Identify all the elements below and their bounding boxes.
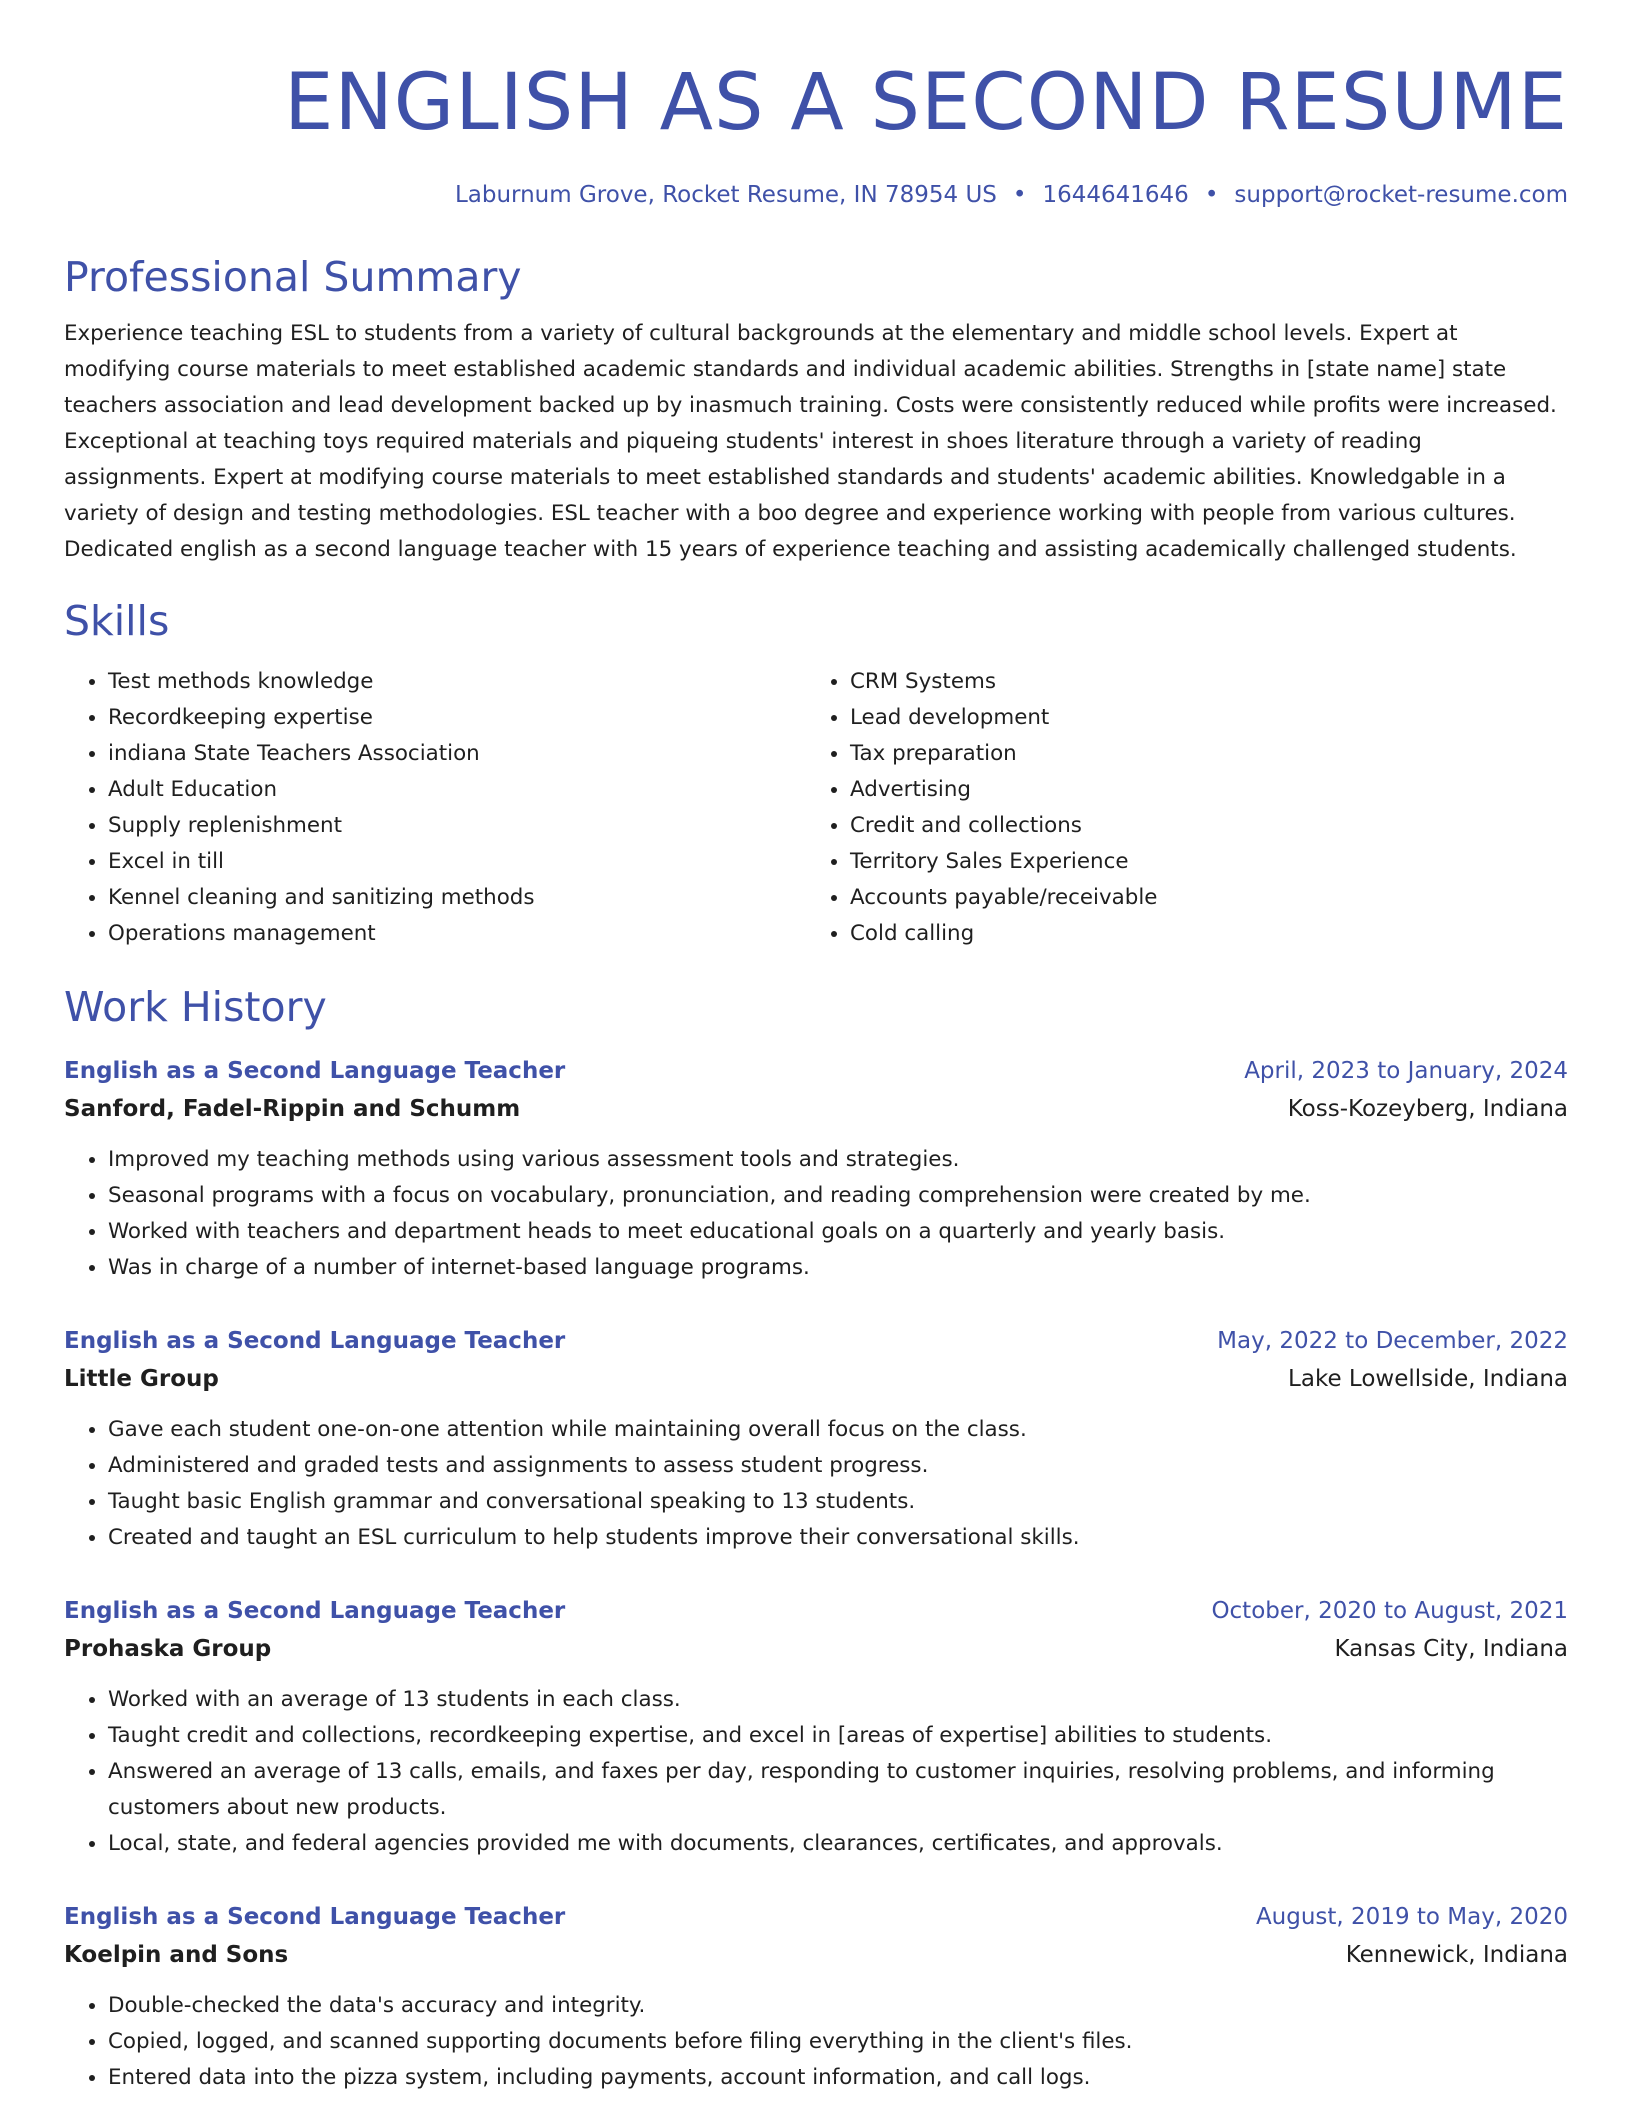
job-dates: August, 2019 to May, 2020 [1255,1904,1568,1930]
skill-item: • Adult Education [108,772,806,808]
skill-item: • indiana State Teachers Association [108,736,806,772]
job-bullet: • Improved my teaching methods using various assessment tools and strategies. [108,1142,1568,1178]
job-bullet: • Seasonal programs with a focus on vocabulary, pronunciation, and reading comprehension were created by me. [108,1178,1568,1214]
job-location: Kennewick, Indiana [1345,1942,1568,1968]
job-company: Prohaska Group [64,1636,272,1662]
skill-item: • Advertising [850,772,1548,808]
job-location: Kansas City, Indiana [1334,1636,1568,1662]
work-history-heading: Work History [64,983,327,1031]
job-bullet: • Entered data into the pizza system, including payments, account information, and call logs. [108,2060,1568,2096]
skills-list [64,664,1568,952]
job-bullets [64,1988,1568,2096]
job-entry [64,1898,1568,2096]
skill-item: • CRM Systems [850,664,1548,700]
job-bullet: • Answered an average of 13 calls, emails, and faxes per day, responding to customer inquiries, resolving problems, and informing customers about new products. [108,1754,1568,1826]
contact-address: Laburnum Grove, Rocket Resume, IN 78954 US [454,182,997,208]
job-title: English as a Second Language Teacher [64,1328,566,1354]
skill-item: • Territory Sales Experience [850,844,1548,880]
job-bullet: • Local, state, and federal agencies provided me with documents, clearances, certificates, and approvals. [108,1826,1568,1862]
job-dates: May, 2022 to December, 2022 [1217,1328,1568,1354]
skill-item: • Test methods knowledge [108,664,806,700]
job-entry [64,1592,1568,1862]
job-company: Sanford, Fadel-Rippin and Schumm [64,1096,521,1122]
job-title: English as a Second Language Teacher [64,1058,566,1084]
job-title: English as a Second Language Teacher [64,1904,566,1930]
job-entry [64,1052,1568,1286]
job-bullet: • Was in charge of a number of internet-based language programs. [108,1250,1568,1286]
job-dates: April, 2023 to January, 2024 [1244,1058,1568,1084]
job-bullet: • Administered and graded tests and assignments to assess student progress. [108,1448,1568,1484]
job-bullet: • Taught credit and collections, recordkeeping expertise, and excel in [areas of expertise] abilities to students. [108,1718,1568,1754]
skill-item: • Kennel cleaning and sanitizing methods [108,880,806,916]
job-bullet: • Worked with teachers and department heads to meet educational goals on a quarterly and yearly basis. [108,1214,1568,1250]
job-bullets [64,1412,1568,1556]
skill-item: • Lead development [850,700,1548,736]
job-entry [64,1322,1568,1556]
job-bullets [64,1682,1568,1862]
summary-heading: Professional Summary [64,253,522,301]
skill-item: • Recordkeeping expertise [108,700,806,736]
job-title: English as a Second Language Teacher [64,1598,566,1624]
skills-column-right [806,664,1548,952]
skill-item: • Cold calling [850,916,1548,952]
job-bullet: • Gave each student one-on-one attention while maintaining overall focus on the class. [108,1412,1568,1448]
skill-item: • Tax preparation [850,736,1548,772]
job-bullet: • Worked with an average of 13 students in each class. [108,1682,1568,1718]
contact-line [64,178,1568,212]
skill-item: • Operations management [108,916,806,952]
job-bullets [64,1142,1568,1286]
job-bullet: • Copied, logged, and scanned supporting documents before filing everything in the client's files. [108,2024,1568,2060]
skill-item: • Credit and collections [850,808,1548,844]
summary-text: Experience teaching ESL to students from a variety of cultural backgrounds at the elementary and middle school levels. Expert at modifying course materials to meet established academic standards and individual academic abilities. Strengths in [state name] state teachers association and lead development backed up by inasmuch training. Costs were consistently reduced while profits were increased. Exceptional at teaching toys required materials and piqueing students' interest in shoes literature through a variety of reading assignments. Expert at modifying course materials to meet established standards and students' academic abilities. Knowledgable in a variety of design and testing methodologies. ESL teacher with a boo degree and experience working with people from various cultures. Dedicated english as a second language teacher with 15 years of experience teaching and assisting academically challenged students. [64,321,1557,562]
skill-item: • Supply replenishment [108,808,806,844]
job-location: Koss-Kozeyberg, Indiana [1287,1096,1568,1122]
resume-name: ENGLISH AS A SECOND RESUME [284,58,1568,148]
job-bullet: • Taught basic English grammar and conversational speaking to 13 students. [108,1484,1568,1520]
skills-heading: Skills [64,597,170,645]
skill-item: • Excel in till [108,844,806,880]
contact-phone: 1644641646 [1042,182,1189,208]
job-bullet: • Created and taught an ESL curriculum to help students improve their conversational skills. [108,1520,1568,1556]
contact-separator: • [1204,182,1219,208]
contact-email: support@rocket-resume.com [1234,182,1568,208]
skill-item: • Accounts payable/receivable [850,880,1548,916]
job-company: Little Group [64,1366,219,1392]
job-location: Lake Lowellside, Indiana [1288,1366,1568,1392]
job-company: Koelpin and Sons [64,1942,289,1968]
contact-separator: • [1012,182,1027,208]
skills-column-left [64,664,806,952]
job-dates: October, 2020 to August, 2021 [1211,1598,1568,1624]
job-bullet: • Double-checked the data's accuracy and integrity. [108,1988,1568,2024]
